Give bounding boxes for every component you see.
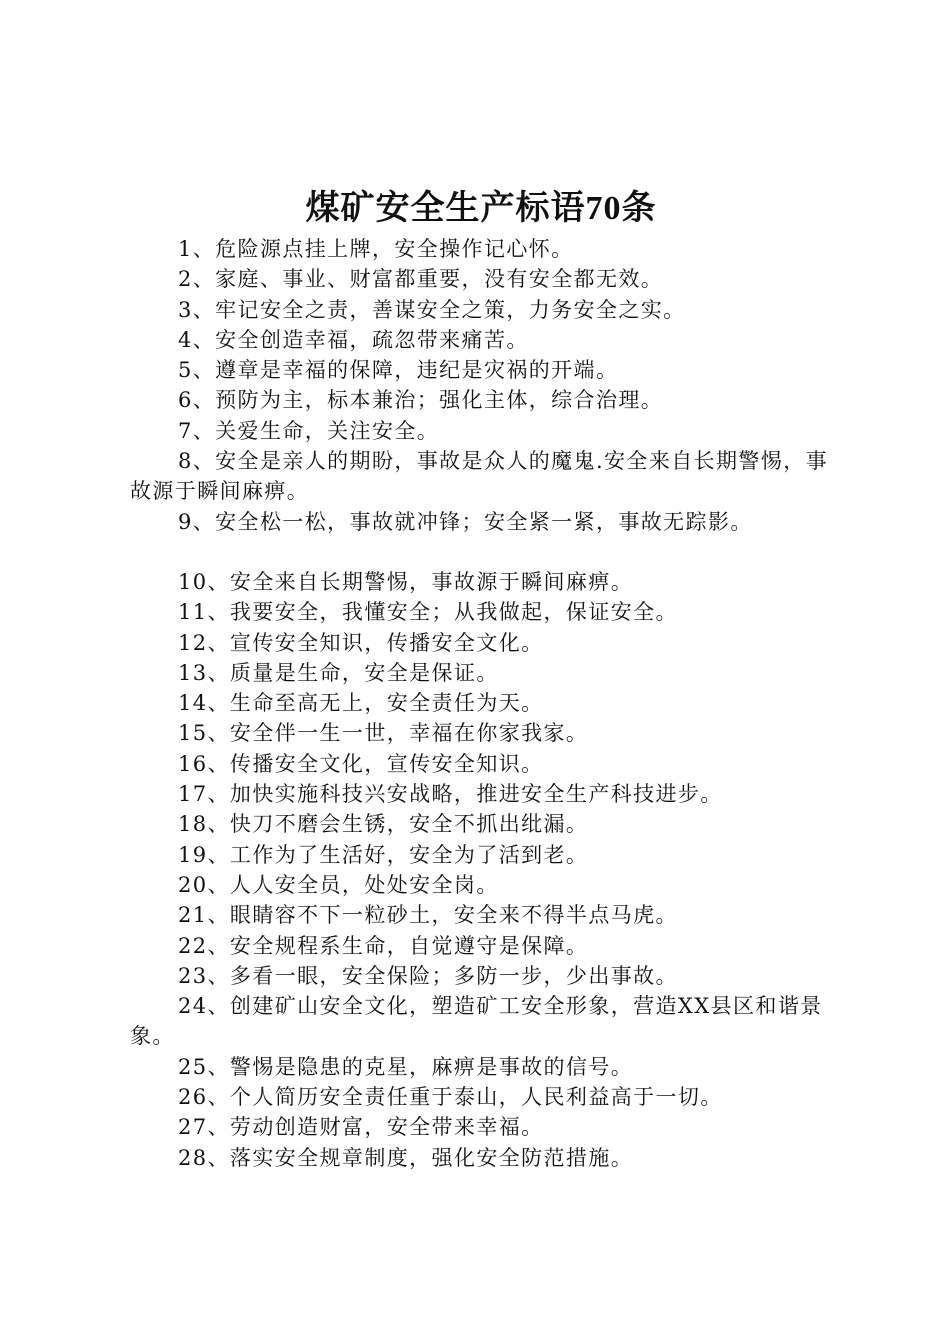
list-item: 11、我要安全，我懂安全；从我做起，保证安全。 [178,600,678,625]
list-item: 5、遵章是幸福的保障，违纪是灾祸的开端。 [178,358,619,383]
list-item: 8、安全是亲人的期盼，事故是众人的魔鬼.安全来自长期警惕，事故源于瞬间麻痹。 [130,449,829,504]
page-title: 煤矿安全生产标语70条 [305,190,657,227]
list-item: 4、安全创造幸福，疏忽带来痛苦。 [178,327,529,352]
list-item: 17、加快实施科技兴安战略，推进安全生产科技进步。 [178,782,723,807]
list-item: 13、质量是生命，安全是保证。 [178,660,499,685]
list-item: 12、宣传安全知识，传播安全文化。 [178,630,544,655]
list-item: 23、多看一眼，安全保险；多防一步，少出事故。 [178,963,678,988]
list-item: 26、个人简历安全责任重于泰山，人民利益高于一切。 [178,1085,723,1110]
slogan-list [130,234,832,1173]
list-item: 2、家庭、事业、财富都重要，没有安全都无效。 [178,267,664,292]
list-item: 14、生命至高无上，安全责任为天。 [178,691,544,716]
list-item: 10、安全来自长期警惕，事故源于瞬间麻痹。 [178,569,634,594]
list-item: 19、工作为了生活好，安全为了活到老。 [178,842,589,867]
list-item: 9、安全松一松，事故就冲锋；安全紧一紧，事故无踪影。 [178,509,753,534]
list-item: 22、安全规程系生命，自觉遵守是保障。 [178,933,589,958]
list-item: 7、关爱生命，关注安全。 [178,418,440,443]
list-item: 20、人人安全员，处处安全岗。 [178,872,499,897]
list-item: 15、安全伴一生一世，幸福在你家我家。 [178,721,589,746]
list-item: 24、创建矿山安全文化，塑造矿工安全形象，营造XX县区和谐景象。 [130,994,823,1049]
list-item: 27、劳动创造财富，安全带来幸福。 [178,1115,544,1140]
list-item: 16、传播安全文化，宣传安全知识。 [178,751,544,776]
list-item: 3、牢记安全之责，善谋安全之策，力务安全之实。 [178,297,686,322]
list-item: 6、预防为主，标本兼治；强化主体，综合治理。 [178,388,664,413]
list-item: 21、眼睛容不下一粒砂土，安全来不得半点马虎。 [178,903,678,928]
list-item: 1、危险源点挂上牌，安全操作记心怀。 [178,237,574,261]
list-item: 28、落实安全规章制度，强化安全防范措施。 [178,1145,634,1170]
list-item: 25、警惕是隐患的克星，麻痹是事故的信号。 [178,1054,634,1079]
list-item: 18、快刀不磨会生锈，安全不抓出纰漏。 [178,812,589,837]
